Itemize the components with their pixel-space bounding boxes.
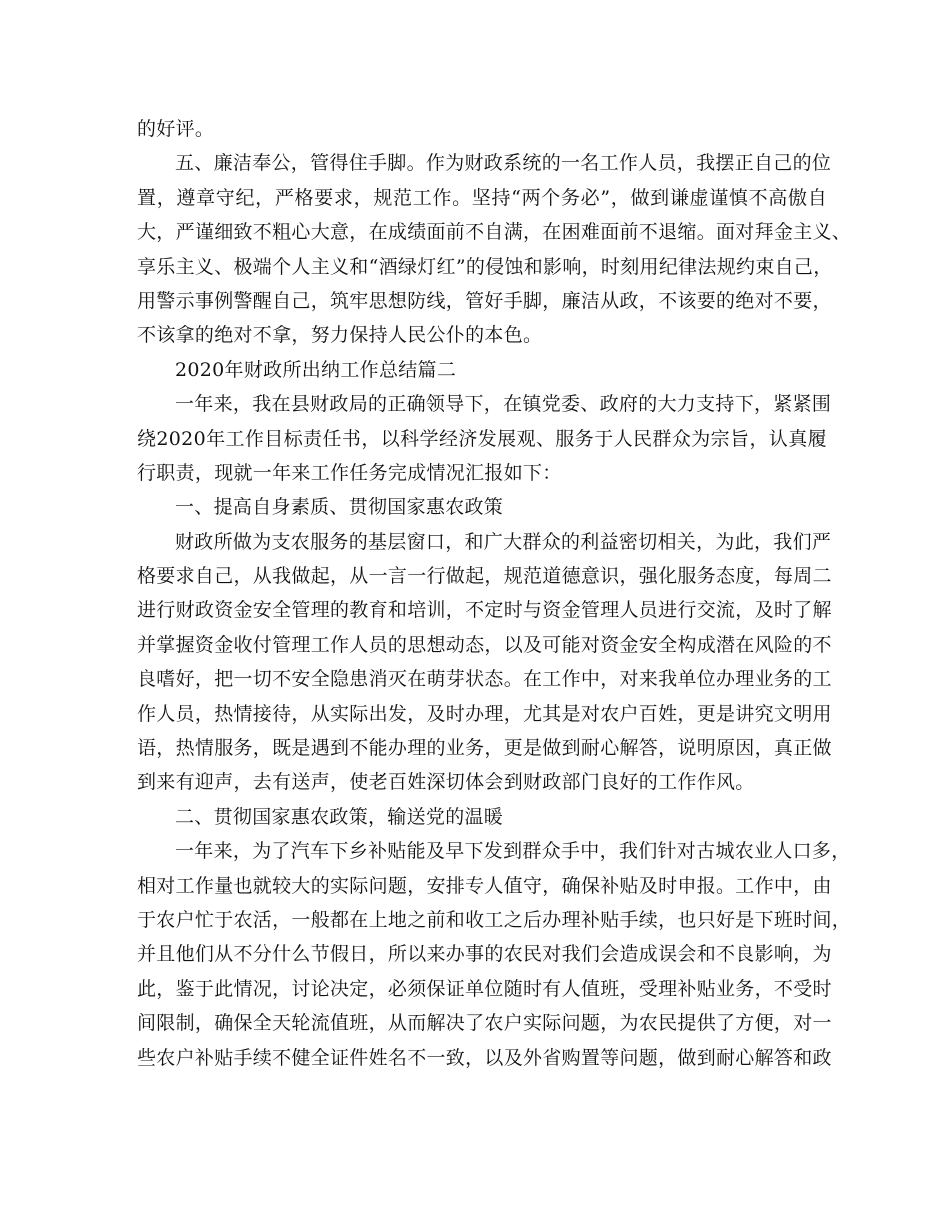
text-line: 语，热情服务，既是遇到不能办理的业务，更是做到耐心解答，说明原因，真正做 (137, 737, 832, 760)
text-line: 财政所做为支农服务的基层窗口，和广大群众的利益密切相关，为此，我们严 (175, 530, 832, 553)
text-line: 五、廉洁奉公，管得住手脚。作为财政系统的一名工作人员，我摆正自己的位 (175, 152, 832, 175)
text-line: 于农户忙于农活，一般都在上地之前和收工之后办理补贴手续，也只好是下班时间， (137, 908, 852, 931)
text-line: 相对工作量也就较大的实际问题，安排专人值守，确保补贴及时申报。工作中，由 (137, 874, 832, 897)
text-line: 绕2020年工作目标责任书，以科学经济发展观、服务于人民群众为宗旨，认真履 (137, 427, 827, 450)
text-line: 进行财政资金安全管理的教育和培训，不定时与资金管理人员进行交流，及时了解 (137, 599, 832, 622)
text-line: 二、贯彻国家惠农政策，输送党的温暖 (175, 805, 504, 828)
text-line: 良嗜好，把一切不安全隐患消灭在萌芽状态。在工作中，对来我单位办理业务的工 (137, 668, 832, 691)
text-line: 的好评。 (137, 118, 215, 140)
text-line: 些农户补贴手续不健全证件姓名不一致，以及外省购置等问题，做到耐心解答和政 (137, 1046, 832, 1069)
text-line: 一年来，我在县财政局的正确领导下，在镇党委、政府的大力支持下，紧紧围 (175, 393, 832, 416)
text-line: 并且他们从不分什么节假日，所以来办事的农民对我们会造成误会和不良影响，为 (137, 943, 832, 966)
text-line: 此，鉴于此情况，讨论决定，必须保证单位随时有人值班，受理补贴业务，不受时 (137, 977, 832, 1000)
text-line: 一年来，为了汽车下乡补贴能及早下发到群众手中，我们针对古城农业人口多， (175, 840, 851, 863)
text-line: 用警示事例警醒自己，筑牢思想防线，管好手脚，廉洁从政，不该要的绝对不要， (137, 289, 832, 312)
text-line: 间限制，确保全天轮流值班，从而解决了农户实际问题，为农民提供了方便，对一 (137, 1012, 832, 1035)
text-line: 享乐主义、极端个人主义和“酒绿灯红”的侵蚀和影响，时刻用纪律法规约束自己， (137, 255, 833, 278)
text-line: 不该拿的绝对不拿，努力保持人民公仆的本色。 (137, 324, 543, 347)
text-line: 大，严谨细致不粗心大意，在成绩面前不自满，在困难面前不退缩。面对拜金主义、 (137, 221, 852, 244)
text-line: 格要求自己，从我做起，从一言一行做起，规范道德意识，强化服务态度，每周二 (137, 565, 832, 588)
text-line: 到来有迎声，去有送声，使老百姓深切体会到财政部门良好的工作作风。 (137, 771, 755, 794)
text-line: 作人员，热情接待，从实际出发，及时办理，尤其是对农户百姓，更是讲究文明用 (137, 702, 832, 725)
text-line: 一、提高自身素质、贯彻国家惠农政策 (175, 496, 504, 519)
text-line: 置，遵章守纪，严格要求，规范工作。坚持“两个务必”，做到谦虚谨慎不高傲自 (137, 186, 827, 209)
text-line: 行职责，现就一年来工作任务完成情况汇报如下： (137, 461, 562, 484)
text-line: 2020年财政所出纳工作总结篇二 (175, 358, 457, 381)
text-line: 并掌握资金收付管理工作人员的思想动态，以及可能对资金安全构成潜在风险的不 (137, 633, 832, 656)
document-body (137, 112, 852, 1075)
